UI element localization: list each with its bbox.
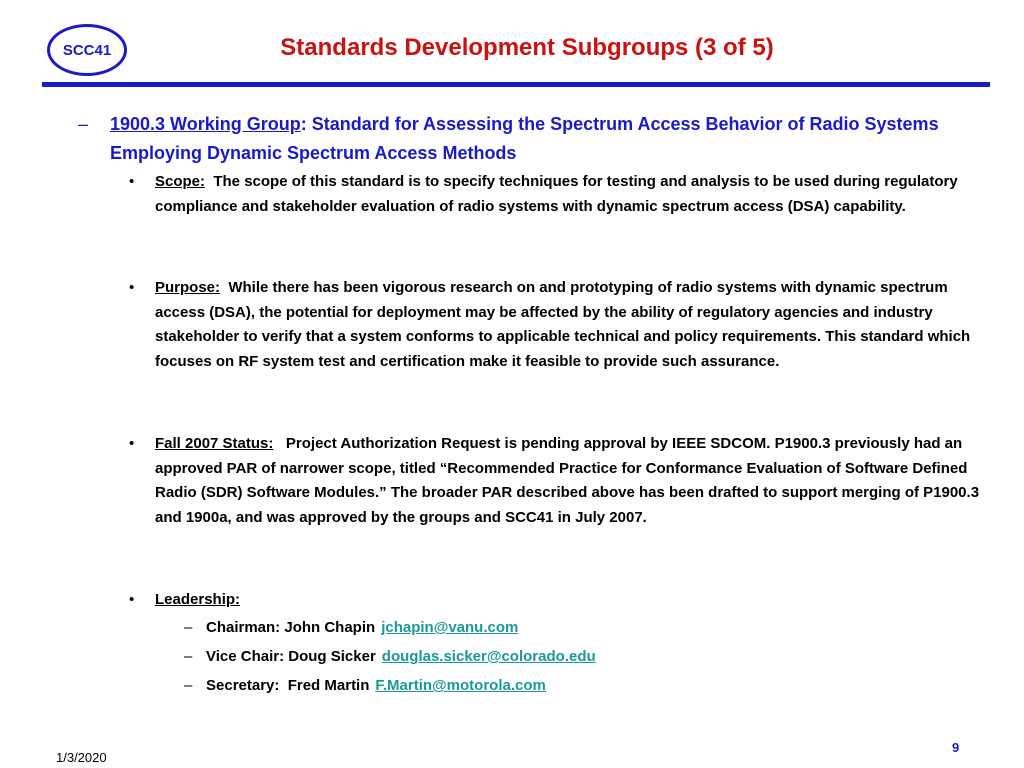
scope-text: The scope of this standard is to specify techniques for testing and analysis to be used during regulatory compliance and stakeholder evaluation of radio systems with dynamic spectrum access (DSA) capability. (155, 173, 958, 215)
sub-dash: – (184, 648, 193, 665)
leadership-bullet (129, 588, 995, 613)
bullet-dot: • (129, 173, 135, 190)
member-role: Vice Chair: Doug Sicker (206, 648, 376, 665)
leadership-member (184, 645, 596, 669)
status-label: Fall 2007 Status: (155, 435, 274, 452)
logo-text: SCC41 (62, 41, 112, 59)
scc41-logo (47, 24, 127, 76)
member-email-link[interactable]: F.Martin@motorola.com (375, 677, 546, 694)
footer-date: 1/3/2020 (56, 750, 107, 765)
purpose-bullet (129, 276, 995, 374)
member-email-link[interactable]: jchapin@vanu.com (381, 619, 519, 636)
bullet-dot: • (129, 591, 135, 608)
page-number: 9 (952, 740, 960, 755)
leadership-label: Leadership: (155, 591, 241, 608)
status-bullet (129, 432, 995, 530)
sub-dash: – (184, 677, 193, 694)
purpose-label: Purpose: (155, 279, 221, 296)
leadership-member (184, 616, 519, 640)
leadership-member (184, 674, 546, 698)
member-email-link[interactable]: douglas.sicker@colorado.edu (381, 648, 596, 665)
working-group-description: : Standard for Assessing the Spectrum Access Behavior of Radio Systems Employing Dynamic Spectrum Access Methods (110, 114, 939, 163)
working-group-heading (78, 110, 970, 168)
bullet-dot: • (129, 435, 135, 452)
scope-bullet (129, 170, 995, 219)
member-role: Chairman: John Chapin (206, 619, 376, 636)
status-text: Project Authorization Request is pending approval by IEEE SDCOM. P1900.3 previously had an approved PAR of narrower scope, titled “Recommended Practice for Conformance Evaluation of Software Defined Radio (SDR) Software Modules.” The broader PAR described above has been drafted to support merging of P1900.3 and 1900a, and was approved by the groups and SCC41 in July 2007. (155, 435, 980, 526)
slide-title: Standards Development Subgroups (3 of 5) (280, 34, 774, 61)
member-role: Secretary: Fred Martin (206, 677, 370, 694)
title-rule (42, 82, 990, 87)
scope-label: Scope: (155, 173, 206, 190)
heading-dash: – (78, 114, 89, 134)
sub-dash: – (184, 619, 193, 636)
bullet-dot: • (129, 279, 135, 296)
purpose-text: While there has been vigorous research on and prototyping of radio systems with dynamic spectrum access (DSA), the potential for deployment may be affected by the ability of regulatory agencies and industry stakeholder to verify that a system conforms to applicable technical and policy requirements. This standard which focuses on RF system test and certification make it feasible to provide such assurance. (155, 279, 971, 370)
working-group-link[interactable]: 1900.3 Working Group (110, 114, 301, 134)
